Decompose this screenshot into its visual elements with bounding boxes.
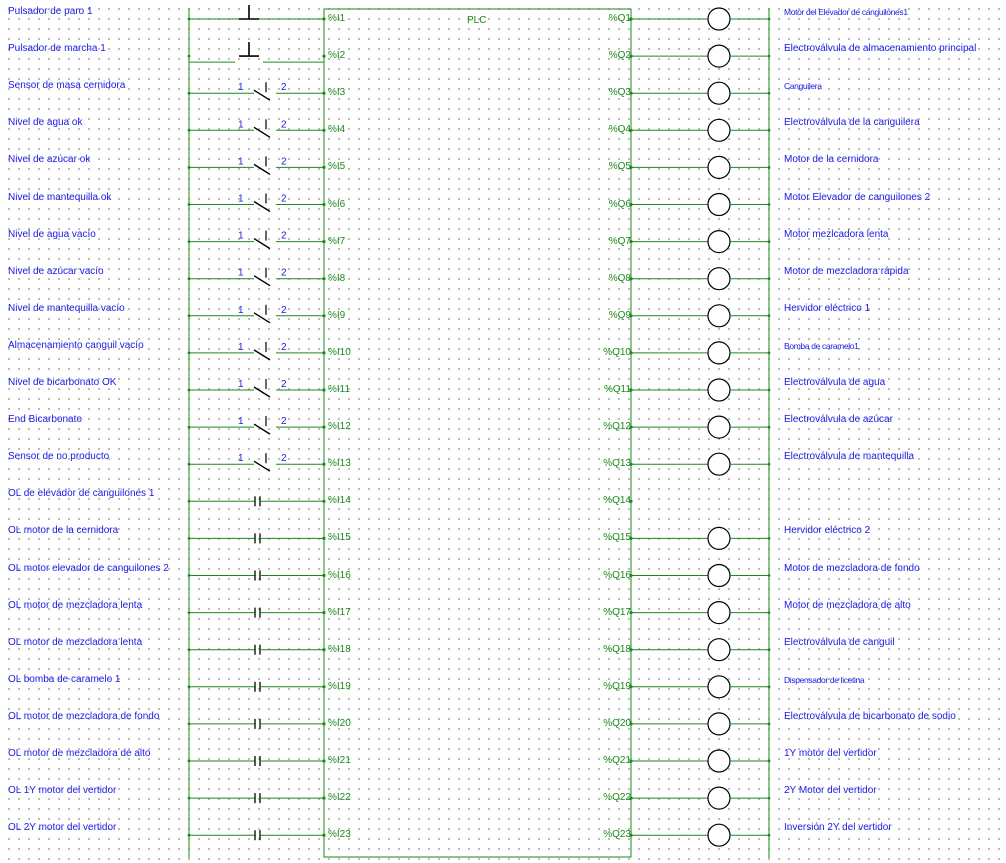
contact-pin-2: 2: [281, 156, 287, 168]
rail-node: [768, 240, 771, 243]
input-address: %I23: [328, 829, 351, 841]
input-label: OL bomba de caramelo 1: [8, 673, 121, 685]
output-label: Motor de mezcladora rápida: [784, 265, 909, 277]
input-terminal: [322, 55, 325, 58]
input-label: OL de elevador de canguilones 1: [8, 488, 155, 500]
coil-icon: [708, 8, 730, 30]
coil-icon: [708, 453, 730, 475]
output-label: Electroválvula de agua: [784, 377, 886, 388]
rail-node: [768, 352, 771, 355]
output-label: Hervidor eléctrico 1: [784, 302, 871, 314]
switch-blade: [254, 127, 270, 137]
output-address: %Q2: [608, 50, 631, 62]
rail-node: [768, 203, 771, 206]
coil-icon: [708, 527, 730, 549]
input-address: %I18: [328, 643, 351, 655]
coil-icon: [708, 379, 730, 401]
output-address: %Q13: [603, 458, 631, 470]
coil-icon: [708, 45, 730, 67]
switch-blade: [254, 276, 270, 286]
coil-icon: [708, 676, 730, 698]
contact-pin-1: 1: [238, 82, 244, 94]
rail-node: [768, 55, 771, 58]
input-label: OL motor de mezcladora lenta: [8, 636, 143, 648]
contact-pin-2: 2: [281, 304, 287, 316]
switch-blade: [254, 461, 270, 471]
input-label: Sensor de no producto: [8, 451, 110, 463]
rail-node: [768, 797, 771, 800]
output-label: Motor de mezcladora de fondo: [784, 562, 920, 574]
output-label: Electroválvula de la canguilera: [784, 117, 920, 129]
output-label: Motor Elevador de canguilones 2: [784, 191, 931, 203]
rail-node: [768, 463, 771, 466]
output-label: Canguilera: [784, 81, 822, 92]
input-label: Pulsador de paro 1: [8, 6, 93, 17]
coil-icon: [708, 342, 730, 364]
contact-pin-1: 1: [238, 379, 244, 390]
output-label: Electroválvula de almacenamiento principal: [784, 43, 977, 55]
contact-pin-1: 1: [238, 453, 244, 465]
output-address: %Q9: [608, 309, 631, 321]
coil-icon: [708, 565, 730, 587]
input-label: Nivel de agua ok: [8, 117, 83, 129]
coil-icon: [708, 602, 730, 624]
input-label: End Bicarbonato: [8, 414, 82, 426]
output-address: %Q18: [603, 643, 631, 655]
input-label: Sensor de masa cernidora: [8, 80, 126, 92]
rail-node: [768, 611, 771, 614]
output-address: %Q16: [603, 569, 631, 581]
output-address: %Q19: [603, 680, 631, 692]
input-address: %I8: [328, 272, 346, 284]
output-label: Electroválvula de canguil: [784, 636, 895, 648]
input-address: %I17: [328, 606, 351, 618]
input-label: Nivel de mantequilla vacío: [8, 302, 125, 314]
output-label: Electroválvula de bicarbonato de sodio: [784, 710, 956, 722]
output-address: %Q22: [603, 792, 631, 804]
output-address: %Q20: [603, 717, 631, 729]
coil-icon: [708, 231, 730, 253]
output-address: %Q23: [603, 829, 631, 841]
input-label: OL 2Y motor del vertidor: [8, 822, 117, 834]
rail-node: [768, 389, 771, 392]
coil-icon: [708, 268, 730, 290]
rail-node: [768, 723, 771, 726]
output-address: %Q10: [603, 346, 631, 358]
output-address: %Q21: [603, 755, 631, 766]
output-label: Motor del Elevador de canguilones1: [784, 7, 908, 17]
input-address: %I19: [328, 680, 351, 692]
contact-pin-2: 2: [281, 193, 287, 205]
rail-node: [188, 55, 191, 58]
input-label: Nivel de azúcar vacío: [8, 265, 104, 277]
input-label: Nivel de azúcar ok: [8, 154, 91, 166]
contact-pin-2: 2: [281, 82, 287, 94]
contact-pin-2: 2: [281, 379, 287, 390]
contact-pin-2: 2: [281, 230, 287, 242]
output-address: %Q3: [608, 87, 631, 99]
input-address: %I21: [328, 755, 351, 766]
output-address: %Q15: [603, 532, 631, 544]
input-label: Almacenamiento canguil vacío: [8, 339, 144, 351]
output-label: 1Y motor del vertidor: [784, 748, 877, 759]
rail-node: [768, 314, 771, 317]
input-address: %I7: [328, 235, 346, 247]
contact-pin-1: 1: [238, 304, 244, 316]
rail-node: [768, 648, 771, 651]
switch-blade: [254, 164, 270, 174]
input-label: OL motor de mezcladora de fondo: [8, 710, 160, 722]
output-label: Hervidor eléctrico 2: [784, 525, 871, 537]
input-label: OL motor de la cernidora: [8, 525, 119, 537]
output-label: Bomba de caramelo1: [784, 340, 859, 351]
rail-node: [768, 277, 771, 280]
output-address: %Q4: [608, 124, 631, 136]
input-label: OL motor de mezcladora lenta: [8, 599, 143, 611]
rail-node: [768, 166, 771, 169]
output-address: %Q11: [603, 384, 631, 395]
input-address: %I12: [328, 421, 351, 433]
rail-node: [768, 685, 771, 688]
output-label: Motor de la cernidora: [784, 154, 879, 166]
input-address: %I10: [328, 346, 351, 358]
contact-pin-2: 2: [281, 119, 287, 131]
input-label: OL motor elevador de canguilones 2: [8, 562, 169, 574]
input-address: %I9: [328, 309, 346, 321]
output-label: Inversión 2Y del vertidor: [784, 822, 892, 834]
output-address: %Q14: [603, 495, 631, 507]
rail-node: [768, 834, 771, 837]
input-address: %I22: [328, 792, 351, 804]
rail-node: [768, 92, 771, 95]
output-address: %Q5: [608, 161, 631, 173]
contact-pin-1: 1: [238, 230, 244, 242]
switch-blade: [254, 313, 270, 323]
contact-pin-2: 2: [281, 453, 287, 465]
contact-pin-2: 2: [281, 416, 287, 428]
input-address: %I6: [328, 198, 346, 210]
output-label: Dispensador de licetina: [784, 674, 865, 685]
input-address: %I16: [328, 569, 351, 581]
output-address: %Q7: [608, 235, 631, 247]
contact-pin-1: 1: [238, 416, 244, 428]
output-label: Electroválvula de mantequilla: [784, 451, 915, 463]
contact-pin-1: 1: [238, 119, 244, 131]
input-label: Nivel de mantequilla ok: [8, 191, 112, 203]
output-label: Motor de mezcladora de alto: [784, 599, 911, 611]
output-label: Motor mezlcadora lenta: [784, 228, 889, 240]
output-label: Electroválvula de azúcar: [784, 414, 893, 426]
rail-node: [768, 760, 771, 763]
contact-pin-2: 2: [281, 267, 287, 279]
switch-blade: [254, 424, 270, 434]
output-address: %Q12: [603, 421, 631, 433]
contact-pin-1: 1: [238, 193, 244, 205]
coil-icon: [708, 713, 730, 735]
contact-pin-1: 1: [238, 341, 244, 353]
coil-icon: [708, 639, 730, 661]
coil-icon: [708, 750, 730, 772]
switch-blade: [254, 90, 270, 100]
switch-blade: [254, 350, 270, 360]
rail-node: [768, 18, 771, 21]
switch-blade: [254, 387, 270, 397]
input-label: Pulsador de marcha 1: [8, 43, 106, 55]
input-address: %I11: [328, 384, 351, 395]
coil-icon: [708, 787, 730, 809]
contact-pin-1: 1: [238, 156, 244, 168]
input-label: OL 1Y motor del vertidor: [8, 785, 117, 797]
input-address: %I4: [328, 124, 346, 136]
coil-icon: [708, 194, 730, 216]
input-address: %I1: [328, 13, 346, 24]
rail-node: [768, 426, 771, 429]
coil-icon: [708, 82, 730, 104]
input-address: %I5: [328, 161, 346, 173]
input-address: %I14: [328, 495, 351, 507]
input-label: Nivel de bicarbonato OK: [8, 377, 117, 388]
input-address: %I15: [328, 532, 351, 544]
switch-blade: [254, 239, 270, 249]
plc-block: [324, 9, 631, 857]
input-label: Nivel de agua vacío: [8, 228, 96, 240]
input-address: %I2: [328, 50, 346, 62]
output-address: %Q6: [608, 198, 631, 210]
output-address: %Q17: [603, 606, 631, 618]
input-address: %I20: [328, 717, 351, 729]
plc-title: PLC: [467, 15, 487, 26]
output-address: %Q1: [608, 13, 631, 24]
output-label: 2Y Motor del vertidor: [784, 785, 877, 797]
output-address: %Q8: [608, 272, 631, 284]
rail-node: [768, 574, 771, 577]
input-address: %I13: [328, 458, 351, 470]
coil-icon: [708, 156, 730, 178]
coil-icon: [708, 824, 730, 846]
input-address: %I3: [328, 87, 346, 99]
rail-node: [768, 129, 771, 132]
coil-icon: [708, 119, 730, 141]
rail-node: [768, 537, 771, 540]
contact-pin-2: 2: [281, 341, 287, 353]
contact-pin-1: 1: [238, 267, 244, 279]
coil-icon: [708, 305, 730, 327]
switch-blade: [254, 202, 270, 212]
coil-icon: [708, 416, 730, 438]
input-label: OL motor de mezcladora de alto: [8, 748, 151, 759]
